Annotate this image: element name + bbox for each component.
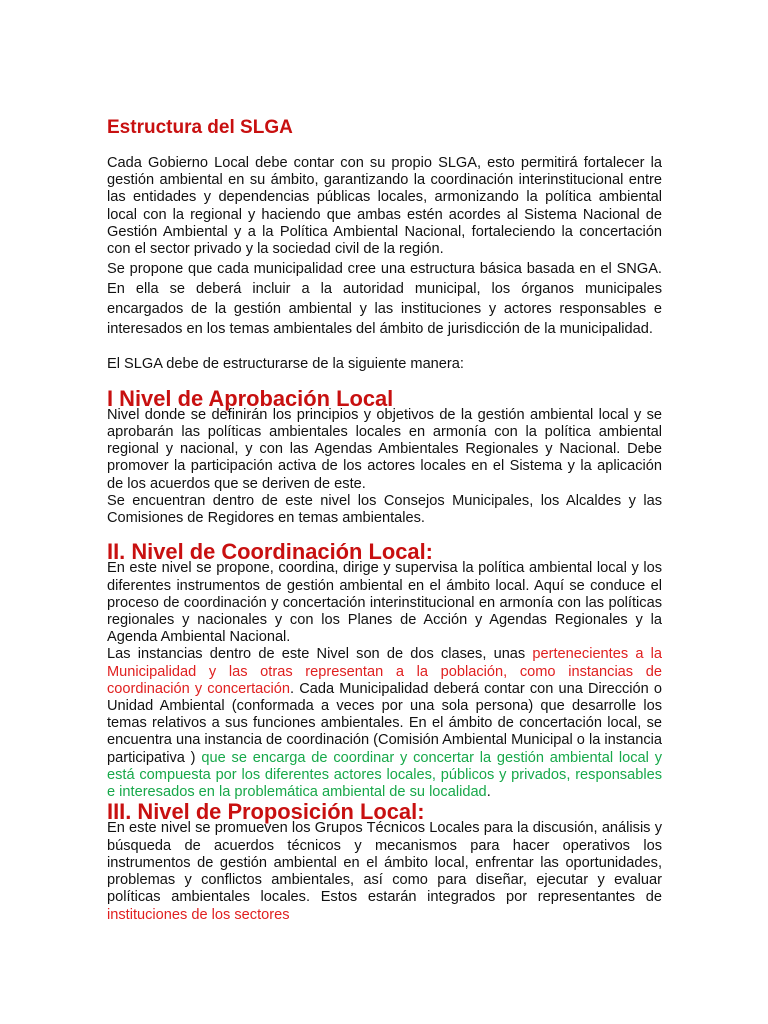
level1-paragraph-2: Se encuentran dentro de este nivel los Consejos Municipales, los Alcaldes y las Comisiones de Regidores en temas ambientales.	[107, 492, 662, 527]
intro-paragraph-2: Se propone que cada municipalidad cree una estructura básica basada en el SNGA. En ella se deberá incluir a la autoridad municipal, los órganos municipales encargados de la gestión ambiental y las instituciones y actores responsables e interesados en los temas ambientales del ámbito de jurisdicción de la municipalidad.	[107, 261, 662, 337]
level2-highlight-green: que se encarga de coordinar y concertar la gestión ambiental local y está compuesta por los diferentes actores locales, públicos y privados, responsables e interesados en la problemática ambiental de su localidad	[107, 749, 662, 801]
level2-text-b: . Cada Municipalidad deberá contar con una Dirección o Unidad Ambiental (conformada a veces por una sola persona) que desarrolle los temas relativos a sus funciones ambientales. En el ámbito de concertación local, se encuentra una instancia de coordinación (Comisión Ambiental Municipal o la instancia participativa )	[107, 680, 662, 766]
document-content	[107, 117, 662, 924]
level2-paragraph-1: En este nivel se propone, coordina, dirige y supervisa la política ambiental local y los diferentes instrumentos de gestión ambiental en el ámbito local. Aquí se conduce el proceso de coordinación y concertación interinstitucional en armonía con las políticas regionales y nacionales y con los Planes de Acción y Agendas Regionales y la Agenda Ambiental Nacional.	[107, 560, 662, 646]
level3-text-a: En este nivel se promueven los Grupos Técnicos Locales para la discusión, análisis y búsqueda de acuerdos técnicos y mecanismos para hacer operativos los instrumentos de gestión ambiental en el ámbito local, enfrentar las oportunidades, problemas y conflictos ambientales, así como para diseñar, ejecutar y evaluar políticas ambientales locales. Estos estarán integrados por representantes de	[107, 820, 662, 906]
level3-paragraph-1	[107, 820, 662, 923]
level2-heading: II. Nivel de Coordinación Local:	[107, 539, 433, 565]
level2-text-a: Las instancias dentro de este Nivel son de dos clases, unas	[107, 646, 533, 663]
level3-highlight-red: instituciones de los sectores	[107, 906, 290, 923]
level2-highlight-red: pertenecientes a la Municipalidad y las otras representan a la población, como instancias de coordinación y concertación	[107, 646, 662, 697]
intro-paragraph-3: El SLGA debe de estructurarse de la siguiente manera:	[107, 356, 464, 373]
document-title: Estructura del SLGA	[107, 117, 293, 138]
level2-paragraph-2	[107, 646, 662, 801]
level2-text-c: .	[486, 784, 491, 801]
level1-heading: I Nivel de Aprobación Local	[107, 385, 394, 411]
level3-heading: III. Nivel de Proposición Local:	[107, 799, 425, 825]
level1-paragraph-1: Nivel donde se definirán los principios y objetivos de la gestión ambiental local y se aprobarán las políticas ambientales locales en armonía con la política ambiental regional y nacional, y con las Agendas Ambientales Regionales y Nacional. Debe promover la participación activa de los actores locales en el Sistema y la aplicación de los acuerdos que se deriven de este.	[107, 406, 662, 492]
intro-paragraph-1: Cada Gobierno Local debe contar con su propio SLGA, esto permitirá fortalecer la gestión ambiental en su ámbito, garantizando la coordinación interinstitucional entre las entidades y dependencias públicas locales, armonizando la política ambiental local con la regional y haciendo que ambas estén acordes al Sistema Nacional de Gestión Ambiental y a la Política Ambiental Nacional, fortaleciendo la concertación con el sector privado y la sociedad civil de la región.	[107, 155, 662, 258]
